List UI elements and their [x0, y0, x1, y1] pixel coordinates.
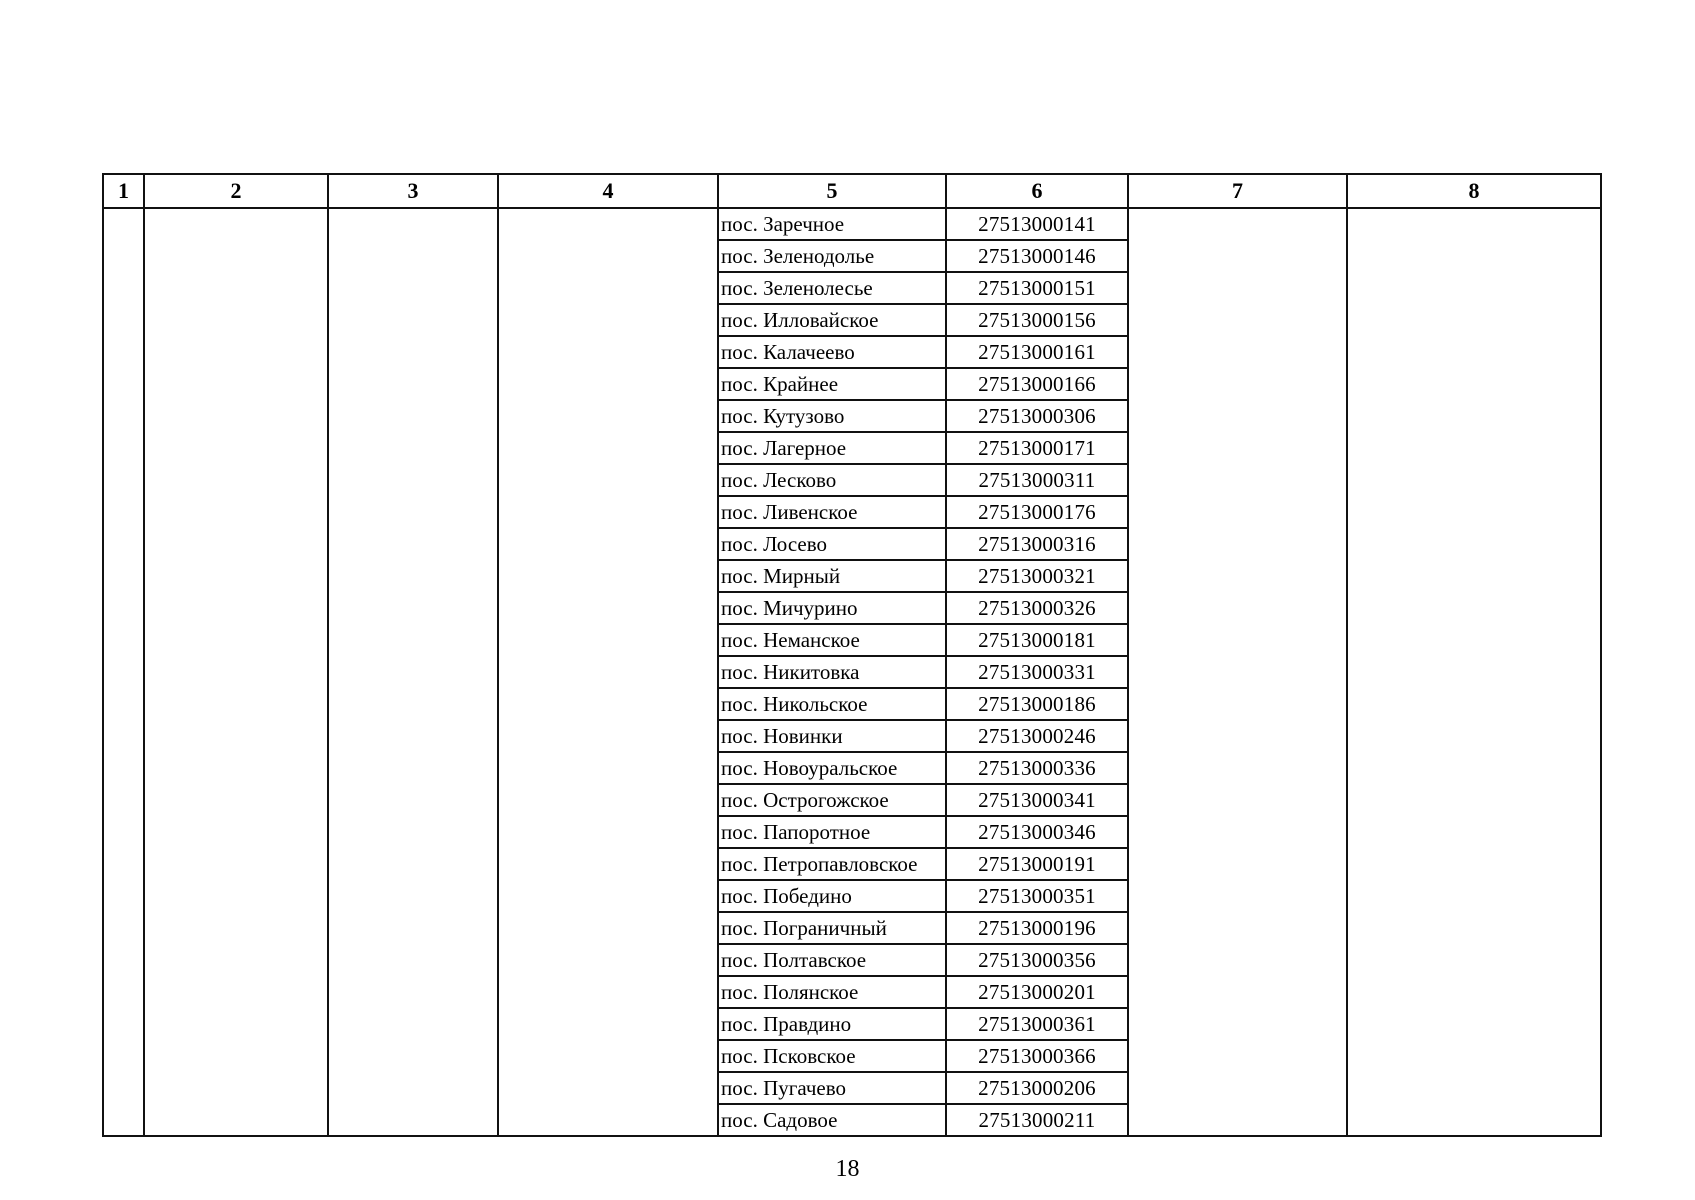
oktmo-code-cell: 27513000211	[946, 1104, 1128, 1136]
settlements-table	[102, 173, 1602, 1137]
oktmo-code-cell: 27513000141	[946, 208, 1128, 240]
col-3-cell	[328, 208, 498, 1136]
column-header-2: 2	[144, 174, 328, 208]
settlement-name-cell: пос. Победино	[718, 880, 946, 912]
settlement-name-cell: пос. Кутузово	[718, 400, 946, 432]
table-header	[103, 174, 1601, 208]
oktmo-code-cell: 27513000186	[946, 688, 1128, 720]
oktmo-code-cell: 27513000326	[946, 592, 1128, 624]
settlement-name-cell: пос. Новинки	[718, 720, 946, 752]
oktmo-code-cell: 27513000311	[946, 464, 1128, 496]
oktmo-code-cell: 27513000161	[946, 336, 1128, 368]
oktmo-code-cell: 27513000356	[946, 944, 1128, 976]
oktmo-code-cell: 27513000346	[946, 816, 1128, 848]
oktmo-code-cell: 27513000181	[946, 624, 1128, 656]
oktmo-code-cell: 27513000151	[946, 272, 1128, 304]
settlement-name-cell: пос. Лагерное	[718, 432, 946, 464]
column-header-7: 7	[1128, 174, 1347, 208]
column-header-3: 3	[328, 174, 498, 208]
settlement-name-cell: пос. Полтавское	[718, 944, 946, 976]
oktmo-code-cell: 27513000201	[946, 976, 1128, 1008]
table-body	[103, 208, 1601, 1136]
settlement-name-cell: пос. Заречное	[718, 208, 946, 240]
column-header-5: 5	[718, 174, 946, 208]
oktmo-code-cell: 27513000206	[946, 1072, 1128, 1104]
oktmo-code-cell: 27513000351	[946, 880, 1128, 912]
oktmo-code-cell: 27513000196	[946, 912, 1128, 944]
settlement-name-cell: пос. Ливенское	[718, 496, 946, 528]
settlement-name-cell: пос. Правдино	[718, 1008, 946, 1040]
settlement-name-cell: пос. Илловайское	[718, 304, 946, 336]
settlement-name-cell: пос. Папоротное	[718, 816, 946, 848]
oktmo-code-cell: 27513000171	[946, 432, 1128, 464]
settlement-name-cell: пос. Новоуральское	[718, 752, 946, 784]
settlement-name-cell: пос. Пограничный	[718, 912, 946, 944]
oktmo-code-cell: 27513000306	[946, 400, 1128, 432]
column-header-8: 8	[1347, 174, 1601, 208]
settlement-name-cell: пос. Садовое	[718, 1104, 946, 1136]
settlement-name-cell: пос. Калачеево	[718, 336, 946, 368]
oktmo-code-cell: 27513000156	[946, 304, 1128, 336]
header-row	[103, 174, 1601, 208]
col-8-cell	[1347, 208, 1601, 1136]
col-2-cell	[144, 208, 328, 1136]
settlement-name-cell: пос. Мирный	[718, 560, 946, 592]
oktmo-code-cell: 27513000316	[946, 528, 1128, 560]
oktmo-code-cell: 27513000366	[946, 1040, 1128, 1072]
settlement-name-cell: пос. Никитовка	[718, 656, 946, 688]
settlement-name-cell: пос. Лесково	[718, 464, 946, 496]
oktmo-code-cell: 27513000341	[946, 784, 1128, 816]
settlement-name-cell: пос. Неманское	[718, 624, 946, 656]
settlement-name-cell: пос. Зеленолесье	[718, 272, 946, 304]
settlement-name-cell: пос. Крайнее	[718, 368, 946, 400]
column-header-1: 1	[103, 174, 144, 208]
oktmo-code-cell: 27513000166	[946, 368, 1128, 400]
col-4-cell	[498, 208, 718, 1136]
oktmo-code-cell: 27513000146	[946, 240, 1128, 272]
col-1-cell	[103, 208, 144, 1136]
oktmo-code-cell: 27513000321	[946, 560, 1128, 592]
oktmo-code-cell: 27513000331	[946, 656, 1128, 688]
oktmo-code-cell: 27513000191	[946, 848, 1128, 880]
oktmo-code-cell: 27513000246	[946, 720, 1128, 752]
settlement-name-cell: пос. Полянское	[718, 976, 946, 1008]
table-row	[103, 208, 1601, 240]
settlement-name-cell: пос. Петропавловское	[718, 848, 946, 880]
column-header-4: 4	[498, 174, 718, 208]
settlement-name-cell: пос. Зеленодолье	[718, 240, 946, 272]
settlement-name-cell: пос. Лосево	[718, 528, 946, 560]
settlement-name-cell: пос. Пугачево	[718, 1072, 946, 1104]
oktmo-code-cell: 27513000361	[946, 1008, 1128, 1040]
column-header-6: 6	[946, 174, 1128, 208]
settlement-name-cell: пос. Острогожское	[718, 784, 946, 816]
settlement-name-cell: пос. Никольское	[718, 688, 946, 720]
oktmo-code-cell: 27513000336	[946, 752, 1128, 784]
settlement-name-cell: пос. Псковское	[718, 1040, 946, 1072]
page-number: 18	[835, 1156, 860, 1182]
col-7-cell	[1128, 208, 1347, 1136]
oktmo-code-cell: 27513000176	[946, 496, 1128, 528]
settlement-name-cell: пос. Мичурино	[718, 592, 946, 624]
